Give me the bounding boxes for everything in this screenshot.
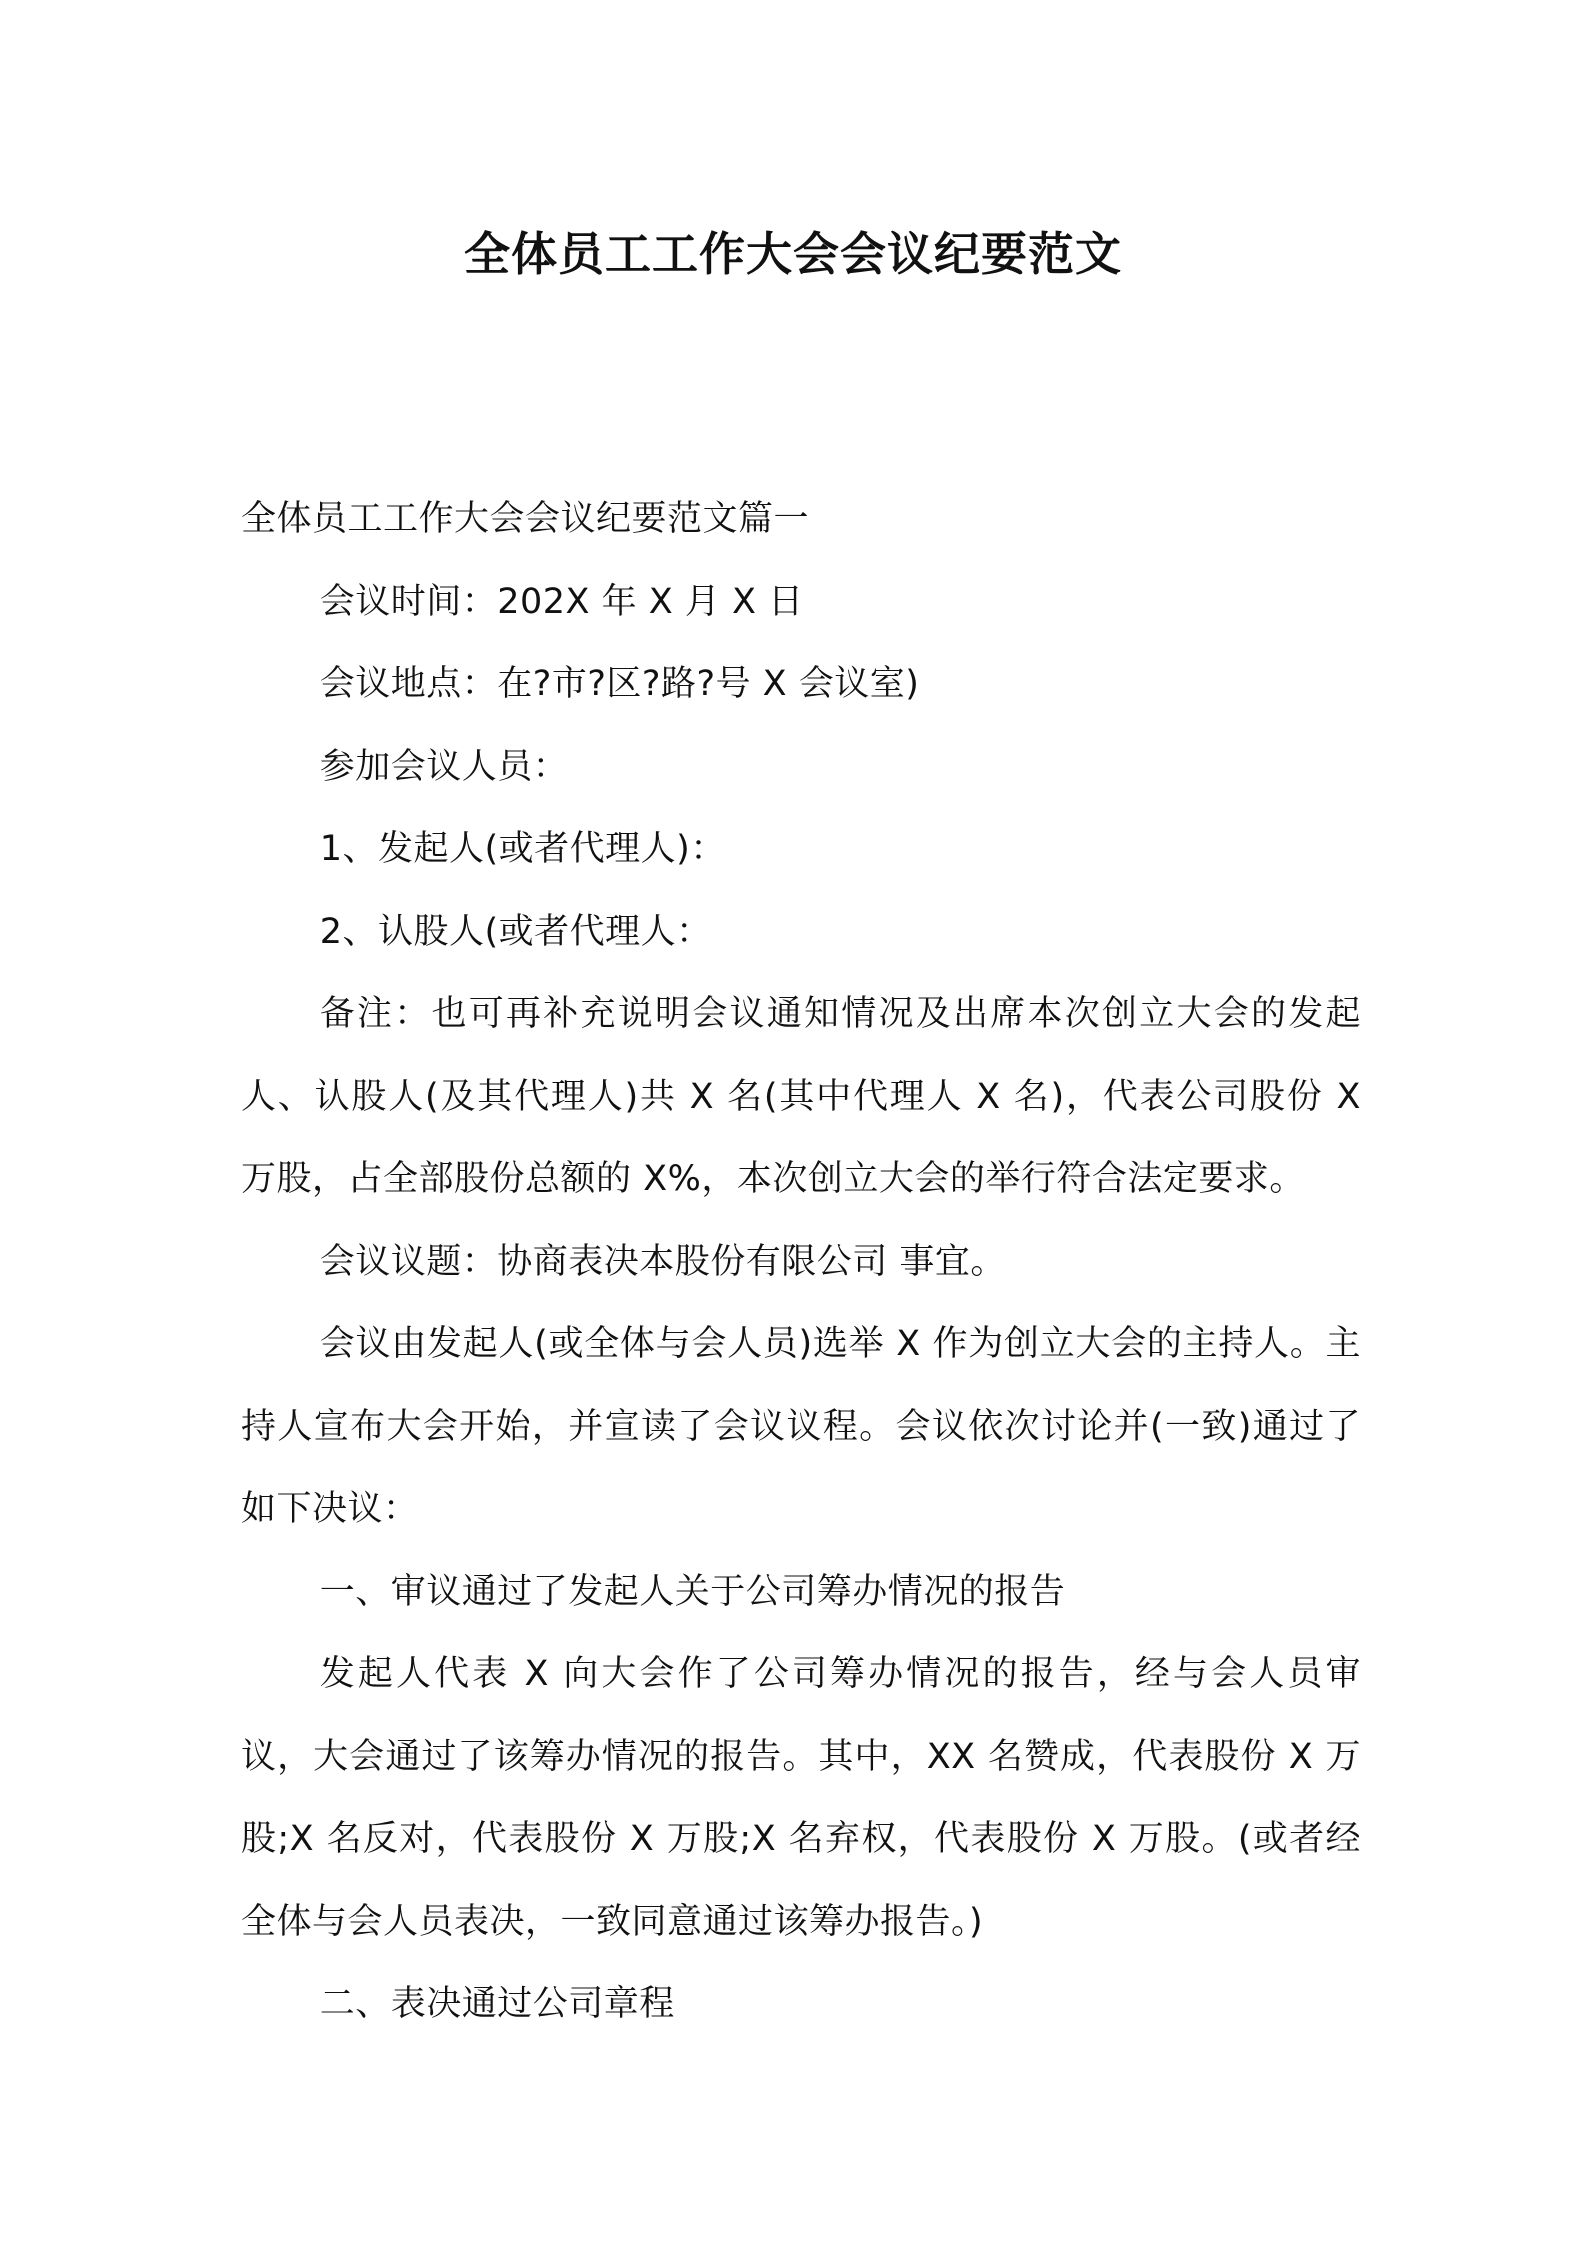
resolution-1-heading: 一、审议通过了发起人关于公司筹办情况的报告 bbox=[319, 1571, 1066, 1612]
attendees-item-initiators: 1、发起人(或者代理人)： bbox=[319, 829, 726, 869]
document-title: 全体员工工作大会会议纪要范文 bbox=[464, 227, 1122, 281]
resolution-2-heading: 二、表决通过公司章程 bbox=[319, 1984, 675, 2024]
attendees-item-subscribers: 2、认股人(或者代理人： bbox=[319, 911, 712, 952]
meeting-location: 会议地点：在?市?区?路?号 X 会议室) bbox=[319, 664, 920, 704]
meeting-time: 会议时间：202X 年 X 月 X 日 bbox=[319, 581, 804, 622]
remarks-paragraph: 备注：也可再补充说明会议通知情况及出席本次创立大会的发起人、认股人(及其代理人)共 X 名(其中代理人 X 名)，代表公司股份 X 万股，占全部股份总额的 X%，本次创立大会的举行符合法定要求。 bbox=[241, 994, 1361, 1199]
meeting-procedure-paragraph: 会议由发起人(或全体与会人员)选举 X 作为创立大会的主持人。主持人宣布大会开始，并宣读了会议议程。会议依次讨论并(一致)通过了如下决议： bbox=[241, 1324, 1361, 1529]
attendees-heading: 参加会议人员： bbox=[319, 746, 569, 787]
document-body bbox=[241, 478, 1361, 2046]
meeting-topic: 会议议题：协商表决本股份有限公司 事宜。 bbox=[319, 1241, 1006, 1282]
document-subtitle: 全体员工工作大会会议纪要范文篇一 bbox=[241, 499, 810, 539]
resolution-1-paragraph: 发起人代表 X 向大会作了公司筹办情况的报告，经与会人员审议，大会通过了该筹办情况的报告。其中，XX 名赞成，代表股份 X 万股;X 名反对，代表股份 X 万股;X 名弃权，代表股份 X 万股。(或者经全体与会人员表决，一致同意通过该筹办报告。) bbox=[241, 1654, 1361, 1942]
